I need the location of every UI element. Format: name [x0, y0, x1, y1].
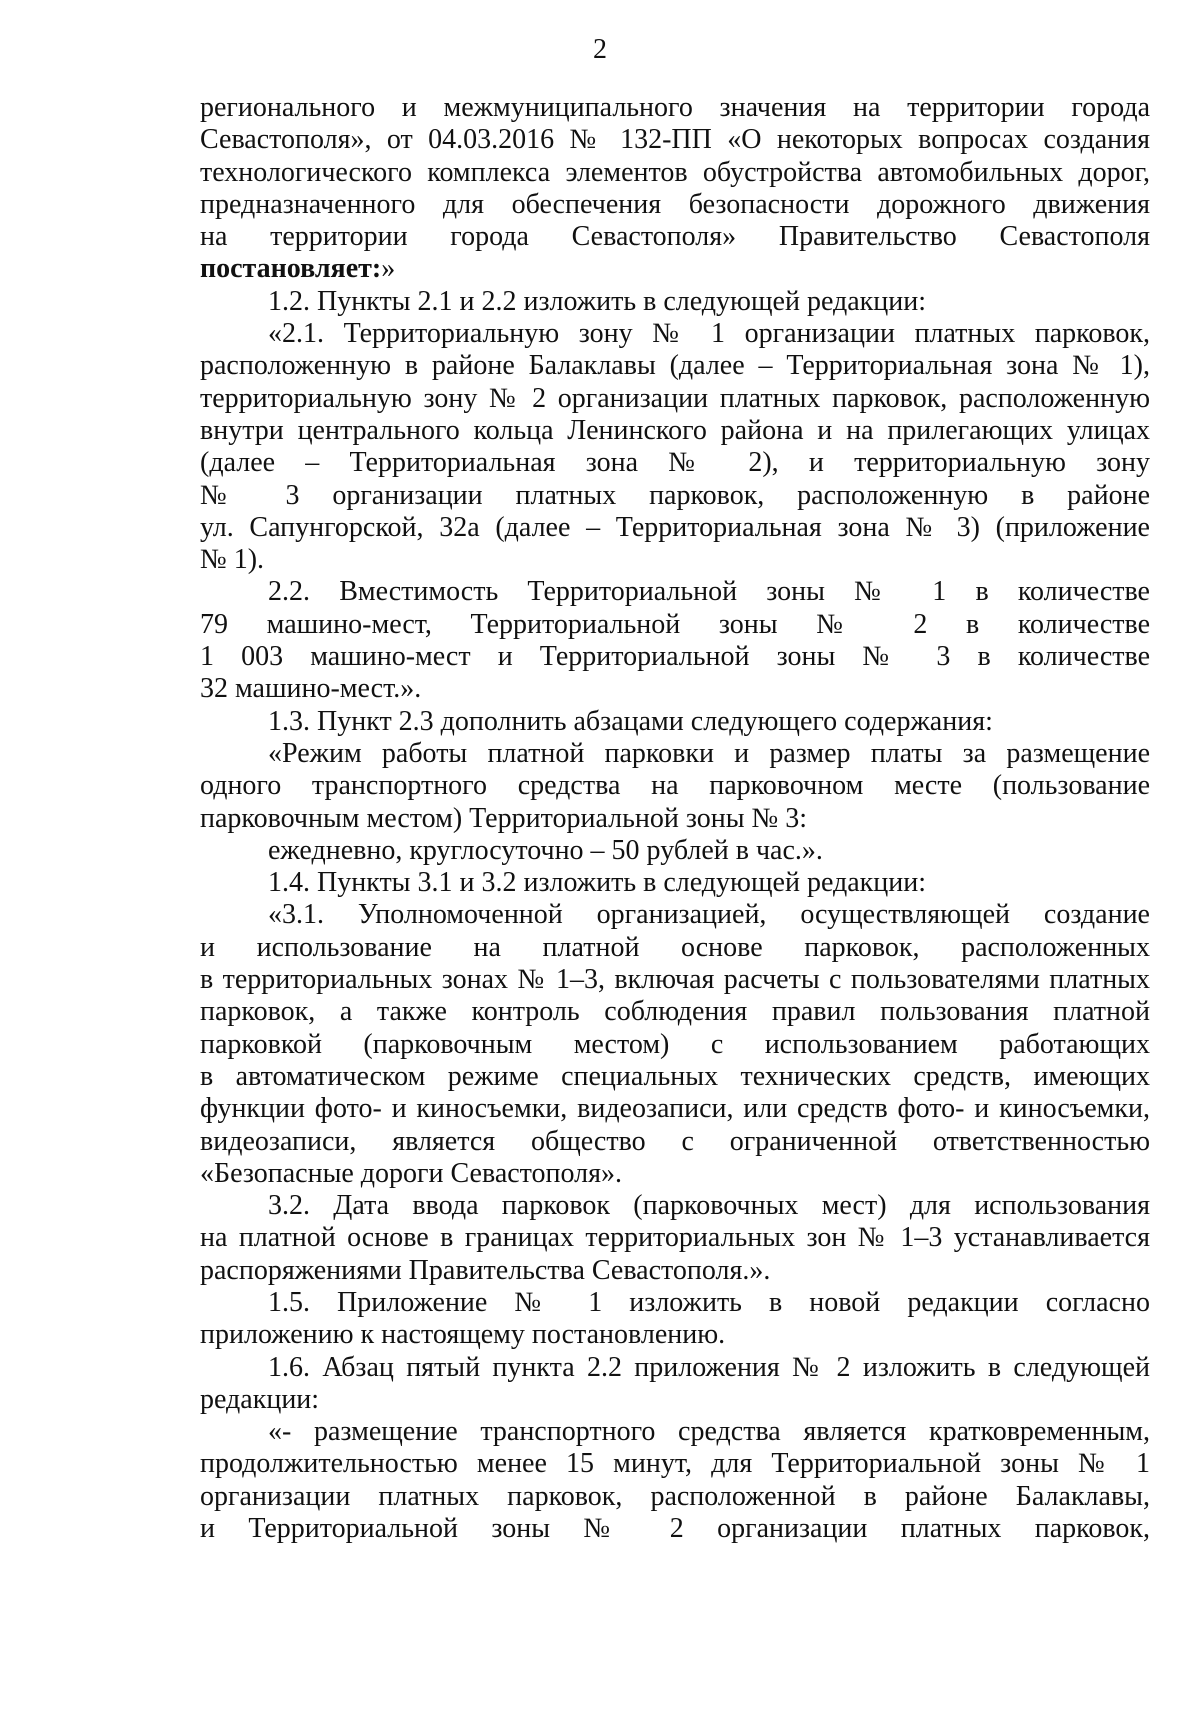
- text-line: «Безопасные дороги Севастополя».: [200, 1157, 623, 1189]
- text-line: в территориальных зонах № 1–3, включая расчеты с пользователями платных: [200, 964, 1150, 996]
- text-line: и Территориальной зоны № 2 организации платных парковок,: [200, 1513, 1150, 1545]
- text-line: организации платных парковок, расположенной в районе Балаклавы,: [200, 1480, 1150, 1512]
- text-line-tail: »: [381, 253, 396, 285]
- text-line: видеозаписи, является общество с ограниченной ответственностью: [200, 1125, 1150, 1157]
- text-line: (далее – Территориальная зона № 2), и территориальную зону: [200, 447, 1150, 479]
- text-line: регионального и межмуниципального значения на территории города: [200, 92, 1150, 123]
- text-line: «3.1. Уполномоченной организацией, осуществляющей создание: [268, 899, 1150, 931]
- text-line: парковок, а также контроль соблюдения правил пользования платной: [200, 996, 1150, 1028]
- text-line: территориальную зону № 2 организации платных парковок, расположенную: [200, 382, 1150, 414]
- text-line: технологического комплекса элементов обустройства автомобильных дорог,: [200, 156, 1150, 188]
- text-line: 1.2. Пункты 2.1 и 2.2 изложить в следующей редакции:: [268, 285, 927, 317]
- page-number: 2: [593, 34, 607, 65]
- text-line: на платной основе в границах территориальных зон № 1–3 устанавливается: [200, 1222, 1150, 1254]
- text-line: внутри центрального кольца Ленинского района и на прилегающих улицах: [200, 414, 1150, 446]
- text-line: на территории города Севастополя» Правительство Севастополя: [200, 221, 1150, 253]
- text-line: ул. Сапунгорской, 32а (далее – Территориальная зона № 3) (приложение: [200, 511, 1150, 543]
- text-line: предназначенного для обеспечения безопасности дорожного движения: [200, 188, 1150, 220]
- text-line: [200, 253, 1150, 285]
- text-line: 1.5. Приложение № 1 изложить в новой редакции согласно: [268, 1286, 1150, 1318]
- text-line: 2.2. Вместимость Территориальной зоны № 1 в количестве: [268, 576, 1150, 608]
- text-line: распоряжениями Правительства Севастополя.».: [200, 1254, 771, 1286]
- text-line: парковкой (парковочным местом) с использованием работающих: [200, 1028, 1150, 1060]
- text-line: в автоматическом режиме специальных технических средств, имеющих: [200, 1060, 1150, 1092]
- text-line: продолжительностью менее 15 минут, для Территориальной зоны № 1: [200, 1448, 1150, 1480]
- text-line: расположенную в районе Балаклавы (далее – Территориальная зона № 1),: [200, 350, 1150, 382]
- text-line: «- размещение транспортного средства является кратковременным,: [268, 1416, 1150, 1448]
- document-body: [200, 92, 1150, 1545]
- text-line: «Режим работы платной парковки и размер платы за размещение: [268, 737, 1150, 769]
- text-line: одного транспортного средства на парковочном месте (пользование: [200, 770, 1150, 802]
- text-line: 79 машино-мест, Территориальной зоны № 2 в количестве: [200, 608, 1150, 640]
- text-line: № 1).: [200, 544, 265, 576]
- text-line: редакции:: [200, 1383, 320, 1415]
- text-line: и использование на платной основе парковок, расположенных: [200, 931, 1150, 963]
- text-line: 3.2. Дата ввода парковок (парковочных мест) для использования: [268, 1190, 1150, 1222]
- text-line: Севастополя», от 04.03.2016 № 132-ПП «О некоторых вопросах создания: [200, 124, 1150, 156]
- text-line: парковочным местом) Территориальной зоны № 3:: [200, 802, 808, 834]
- text-line: 1 003 машино-мест и Территориальной зоны № 3 в количестве: [200, 641, 1150, 673]
- text-line: «2.1. Территориальную зону № 1 организации платных парковок,: [268, 318, 1150, 350]
- text-line: ежедневно, круглосуточно – 50 рублей в час.».: [268, 834, 823, 866]
- text-line: 1.3. Пункт 2.3 дополнить абзацами следующего содержания:: [268, 705, 993, 737]
- text-line: 1.6. Абзац пятый пункта 2.2 приложения № 2 изложить в следующей: [268, 1351, 1150, 1383]
- text-line: № 3 организации платных парковок, расположенную в районе: [200, 479, 1150, 511]
- text-line: приложению к настоящему постановлению.: [200, 1319, 726, 1351]
- text-line: функции фото- и киносъемки, видеозаписи, или средств фото- и киносъемки,: [200, 1093, 1150, 1125]
- text-line: 1.4. Пункты 3.1 и 3.2 изложить в следующей редакции:: [268, 867, 927, 899]
- decree-keyword: постановляет:: [200, 253, 382, 285]
- text-line: 32 машино-мест.».: [200, 673, 422, 705]
